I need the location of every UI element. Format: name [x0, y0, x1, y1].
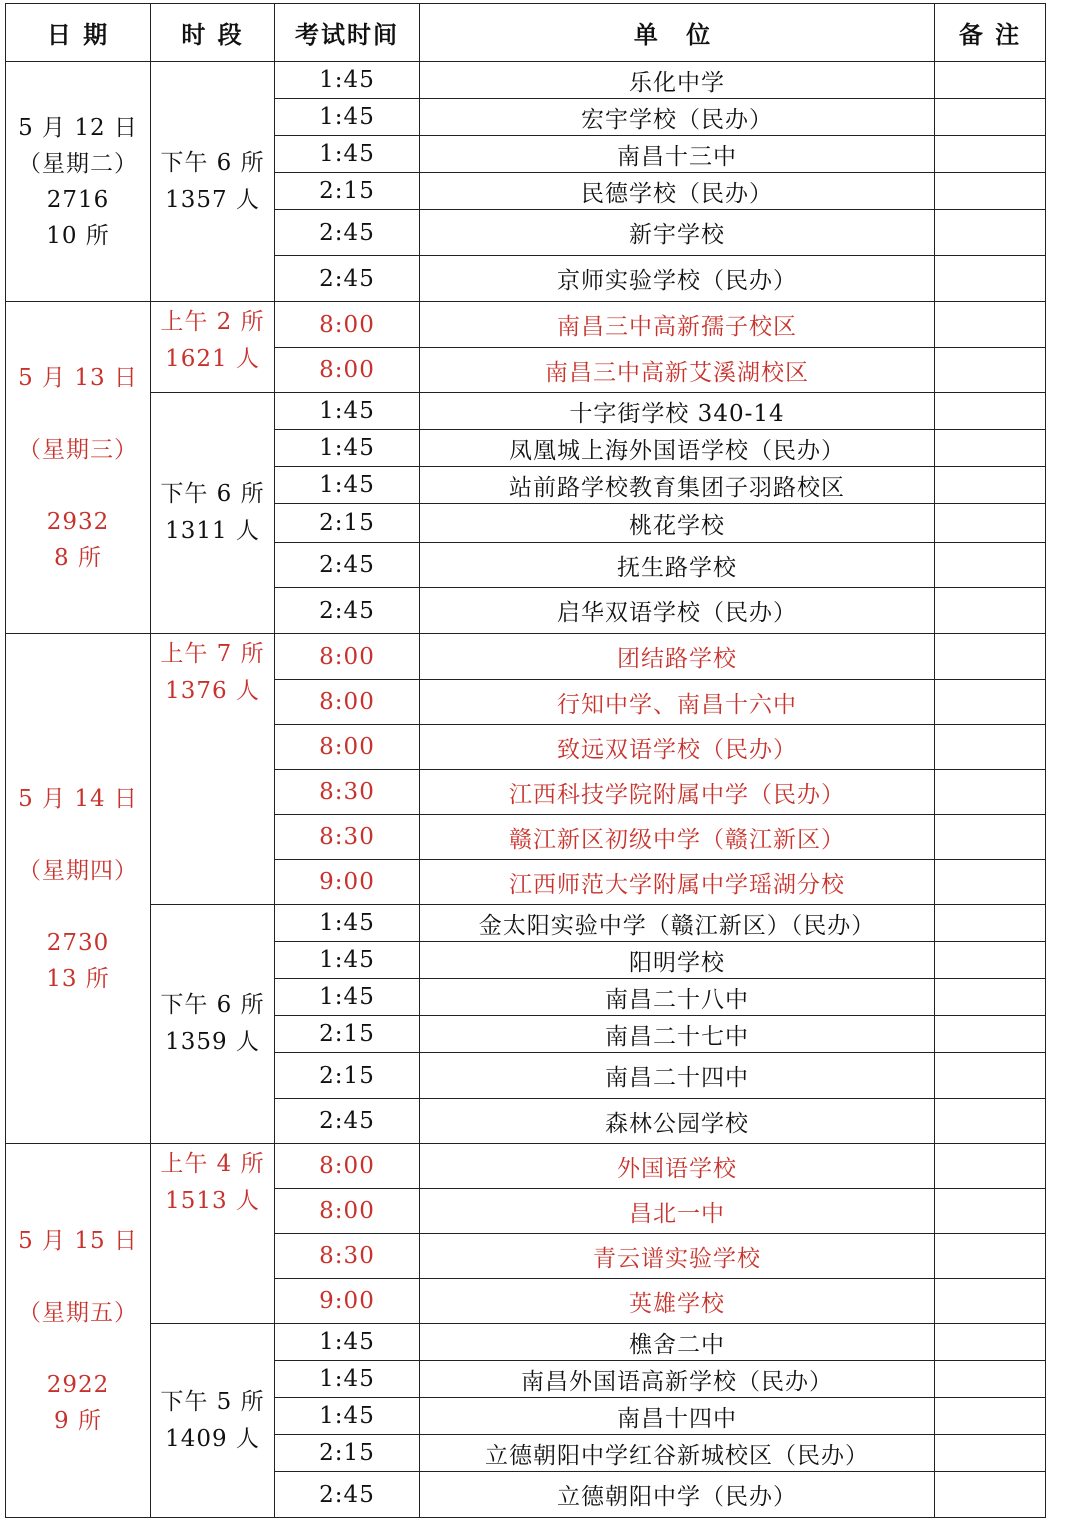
- session-count: 1409 人: [165, 1425, 260, 1452]
- session-label: 下午 5 所: [160, 1388, 265, 1415]
- exam-time-cell: 2:45: [275, 1472, 420, 1518]
- session-label: 下午 6 所: [160, 992, 265, 1018]
- unit-cell: 抚生路学校: [420, 543, 935, 588]
- exam-time-cell: 2:15: [275, 504, 420, 543]
- exam-time-cell: 2:15: [275, 1435, 420, 1472]
- note-cell: [935, 725, 1046, 770]
- note-cell: [935, 1016, 1046, 1053]
- unit-cell: 宏宇学校（民办）: [420, 99, 935, 136]
- school-count: 13 所: [46, 965, 110, 992]
- note-cell: [935, 348, 1046, 393]
- unit-cell: 致远双语学校（民办）: [420, 725, 935, 770]
- note-cell: [935, 173, 1046, 210]
- session-count: 1311 人: [165, 518, 260, 544]
- exam-time-cell: 2:45: [275, 543, 420, 588]
- note-cell: [935, 634, 1046, 680]
- exam-time-cell: 1:45: [275, 99, 420, 136]
- weekday-label: （星期二）: [18, 150, 138, 177]
- table-row: [6, 302, 1046, 348]
- school-count: 8 所: [54, 544, 102, 571]
- note-cell: [935, 1234, 1046, 1279]
- session-count: 1621 人: [165, 346, 260, 372]
- note-cell: [935, 136, 1046, 173]
- exam-time-cell: 8:00: [275, 680, 420, 725]
- exam-time-cell: 8:00: [275, 302, 420, 348]
- table-row: [6, 905, 1046, 942]
- unit-cell: 南昌外国语高新学校（民办）: [420, 1361, 935, 1398]
- exam-time-cell: 1:45: [275, 1398, 420, 1435]
- unit-cell: 南昌三中高新孺子校区: [420, 302, 935, 348]
- session-cell: [151, 62, 275, 302]
- exam-time-cell: 2:45: [275, 588, 420, 634]
- unit-cell: 金太阳实验中学（赣江新区）（民办）: [420, 905, 935, 942]
- exam-time-cell: 1:45: [275, 1324, 420, 1361]
- weekday-label: （星期五）: [18, 1299, 138, 1326]
- header-note: 备 注: [935, 4, 1046, 62]
- day-total: 2922: [46, 1371, 110, 1398]
- table-row: [6, 62, 1046, 99]
- session-count: 1376 人: [165, 678, 260, 704]
- note-cell: [935, 393, 1046, 430]
- unit-cell: 立德朝阳中学红谷新城校区（民办）: [420, 1435, 935, 1472]
- exam-time-cell: 1:45: [275, 430, 420, 467]
- day-total: 2730: [46, 929, 110, 956]
- exam-time-cell: 1:45: [275, 942, 420, 979]
- date-cell: [6, 302, 151, 634]
- exam-time-cell: 8:30: [275, 1234, 420, 1279]
- session-count: 1357 人: [165, 186, 260, 213]
- note-cell: [935, 979, 1046, 1016]
- note-cell: [935, 1279, 1046, 1324]
- note-cell: [935, 467, 1046, 504]
- unit-cell: 外国语学校: [420, 1144, 935, 1189]
- note-cell: [935, 1053, 1046, 1099]
- exam-time-cell: 8:30: [275, 770, 420, 815]
- exam-time-cell: 8:00: [275, 1189, 420, 1234]
- header-row: [6, 4, 1046, 62]
- schedule-body: [6, 62, 1046, 1518]
- unit-cell: 南昌十四中: [420, 1398, 935, 1435]
- note-cell: [935, 210, 1046, 256]
- session-cell: [151, 393, 275, 634]
- unit-cell: 桃花学校: [420, 504, 935, 543]
- session-count: 1513 人: [165, 1188, 260, 1214]
- exam-schedule-table: [5, 3, 1046, 1518]
- note-cell: [935, 1144, 1046, 1189]
- session-count: 1359 人: [165, 1029, 260, 1055]
- table-row: [6, 393, 1046, 430]
- unit-cell: 站前路学校教育集团子羽路校区: [420, 467, 935, 504]
- exam-time-cell: 2:15: [275, 1053, 420, 1099]
- exam-time-cell: 1:45: [275, 467, 420, 504]
- exam-time-cell: 9:00: [275, 860, 420, 905]
- date-cell: [6, 62, 151, 302]
- note-cell: [935, 99, 1046, 136]
- date-cell: [6, 1144, 151, 1518]
- unit-cell: 樵舍二中: [420, 1324, 935, 1361]
- session-cell: [151, 634, 275, 905]
- unit-cell: 阳明学校: [420, 942, 935, 979]
- exam-time-cell: 8:00: [275, 725, 420, 770]
- header-unit: 单 位: [420, 4, 935, 62]
- header-exam-time: 考试时间: [275, 4, 420, 62]
- unit-cell: 英雄学校: [420, 1279, 935, 1324]
- date-label: 5 月 14 日: [18, 785, 138, 812]
- exam-time-cell: 1:45: [275, 1361, 420, 1398]
- exam-time-cell: 2:15: [275, 173, 420, 210]
- unit-cell: 江西科技学院附属中学（民办）: [420, 770, 935, 815]
- note-cell: [935, 62, 1046, 99]
- exam-time-cell: 8:00: [275, 348, 420, 393]
- weekday-label: （星期三）: [18, 436, 138, 463]
- note-cell: [935, 680, 1046, 725]
- unit-cell: 京师实验学校（民办）: [420, 256, 935, 302]
- note-cell: [935, 1361, 1046, 1398]
- exam-time-cell: 2:15: [275, 1016, 420, 1053]
- unit-cell: 南昌二十八中: [420, 979, 935, 1016]
- table-row: [6, 1144, 1046, 1189]
- note-cell: [935, 905, 1046, 942]
- school-count: 9 所: [54, 1407, 102, 1434]
- unit-cell: 南昌二十四中: [420, 1053, 935, 1099]
- day-total: 2716: [46, 186, 110, 213]
- header-date: 日 期: [6, 4, 151, 62]
- note-cell: [935, 860, 1046, 905]
- exam-time-cell: 8:30: [275, 815, 420, 860]
- session-cell: [151, 1144, 275, 1324]
- exam-time-cell: 1:45: [275, 136, 420, 173]
- note-cell: [935, 430, 1046, 467]
- unit-cell: 凤凰城上海外国语学校（民办）: [420, 430, 935, 467]
- exam-time-cell: 2:45: [275, 1099, 420, 1144]
- session-label: 上午 7 所: [160, 641, 265, 667]
- unit-cell: 民德学校（民办）: [420, 173, 935, 210]
- unit-cell: 江西师范大学附属中学瑶湖分校: [420, 860, 935, 905]
- exam-time-cell: 9:00: [275, 1279, 420, 1324]
- session-label: 下午 6 所: [160, 481, 265, 507]
- session-cell: [151, 302, 275, 393]
- unit-cell: 行知中学、南昌十六中: [420, 680, 935, 725]
- session-label: 下午 6 所: [160, 149, 265, 176]
- school-count: 10 所: [46, 222, 110, 249]
- unit-cell: 南昌二十七中: [420, 1016, 935, 1053]
- note-cell: [935, 942, 1046, 979]
- date-cell: [6, 634, 151, 1144]
- session-label: 上午 2 所: [160, 309, 265, 335]
- unit-cell: 立德朝阳中学（民办）: [420, 1472, 935, 1518]
- unit-cell: 森林公园学校: [420, 1099, 935, 1144]
- note-cell: [935, 302, 1046, 348]
- session-label: 上午 4 所: [160, 1151, 265, 1177]
- table-row: [6, 1324, 1046, 1361]
- unit-cell: 团结路学校: [420, 634, 935, 680]
- note-cell: [935, 815, 1046, 860]
- day-total: 2932: [46, 508, 110, 535]
- unit-cell: 新宇学校: [420, 210, 935, 256]
- unit-cell: 南昌三中高新艾溪湖校区: [420, 348, 935, 393]
- note-cell: [935, 1472, 1046, 1518]
- exam-time-cell: 1:45: [275, 905, 420, 942]
- note-cell: [935, 1324, 1046, 1361]
- header-period: 时 段: [151, 4, 275, 62]
- exam-time-cell: 1:45: [275, 62, 420, 99]
- note-cell: [935, 1398, 1046, 1435]
- session-cell: [151, 905, 275, 1144]
- unit-cell: 南昌十三中: [420, 136, 935, 173]
- date-label: 5 月 13 日: [18, 364, 138, 391]
- unit-cell: 乐化中学: [420, 62, 935, 99]
- note-cell: [935, 1099, 1046, 1144]
- unit-cell: 十字街学校 340-14: [420, 393, 935, 430]
- unit-cell: 赣江新区初级中学（赣江新区）: [420, 815, 935, 860]
- unit-cell: 启华双语学校（民办）: [420, 588, 935, 634]
- unit-cell: 青云谱实验学校: [420, 1234, 935, 1279]
- exam-time-cell: 8:00: [275, 1144, 420, 1189]
- weekday-label: （星期四）: [18, 857, 138, 884]
- note-cell: [935, 1435, 1046, 1472]
- note-cell: [935, 504, 1046, 543]
- session-cell: [151, 1324, 275, 1518]
- exam-time-cell: 1:45: [275, 979, 420, 1016]
- note-cell: [935, 256, 1046, 302]
- exam-time-cell: 1:45: [275, 393, 420, 430]
- exam-time-cell: 8:00: [275, 634, 420, 680]
- exam-time-cell: 2:45: [275, 256, 420, 302]
- unit-cell: 昌北一中: [420, 1189, 935, 1234]
- date-label: 5 月 15 日: [18, 1227, 138, 1254]
- date-label: 5 月 12 日: [18, 114, 138, 141]
- note-cell: [935, 588, 1046, 634]
- note-cell: [935, 770, 1046, 815]
- table-row: [6, 634, 1046, 680]
- note-cell: [935, 543, 1046, 588]
- note-cell: [935, 1189, 1046, 1234]
- exam-time-cell: 2:45: [275, 210, 420, 256]
